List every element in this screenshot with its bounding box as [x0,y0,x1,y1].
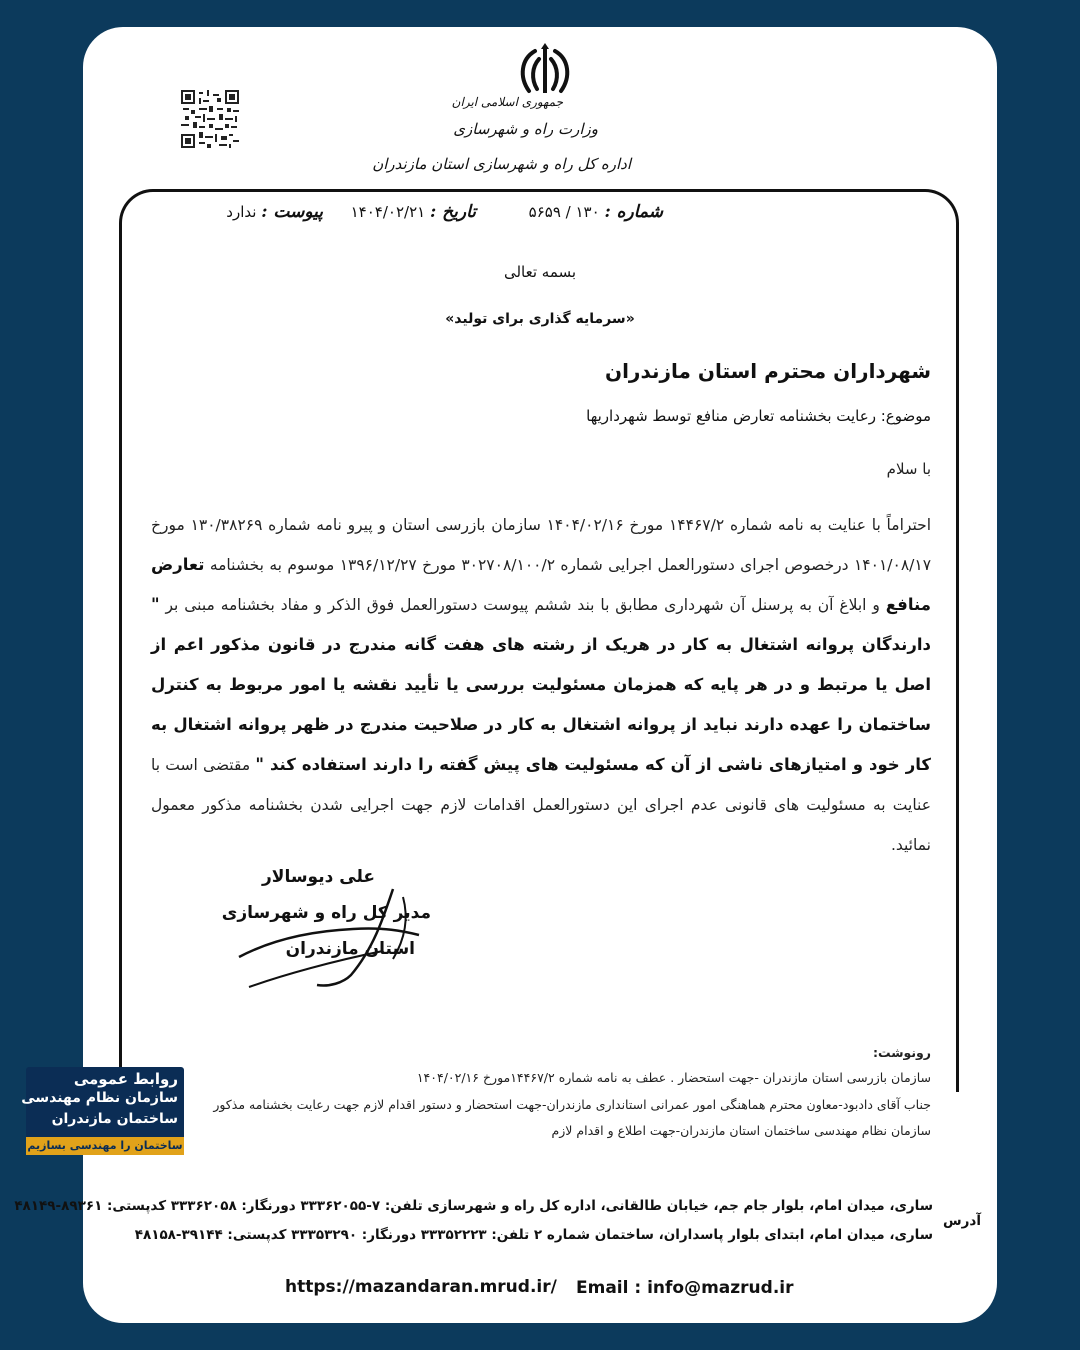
letterhead-country: جمهوری اسلامی ایران [451,95,563,109]
signer-name: علی دیوسالار [262,867,375,887]
letter-body [151,505,931,865]
engineering-org-badge [21,1067,184,1155]
cc-line-3: سازمان نظام مهندسی ساختمان استان مازندران-جهت اطلاع و اقدام لازم [551,1123,931,1138]
cc-line-1: سازمان بازرسی استان مازندران -جهت استحضار . عطف به نامه شماره ۱۴۴۶۷/۲مورخ ۱۴۰۴/۰۲/۱۶ [416,1070,931,1085]
letterhead-department: اداره کل راه و شهرسازی استان مازندران [372,155,631,173]
letter-date [331,202,476,222]
letter-number-label: شماره : [604,202,663,222]
iran-emblem-icon [515,41,575,101]
greeting: با سلام [886,460,931,478]
letter-attachment-label: پیوست : [261,202,323,222]
signer-title: مدیر کل راه و شهرسازی [221,903,431,923]
body-part-1: احتراماً با عنایت به نامه شماره ۱۴۴۶۷/۲ مورخ ۱۴۰۴/۰۲/۱۶ سازمان بازرسی استان و پیرو نامه شماره ۱۳۰/۳۸۲۶۹ مورخ ۱۴۰۱/۰۸/۱۷ درخصوص اجرای دستورالعمل اجرایی شماره ۳۰۲۷۰۸/۱۰۰/۲ مورخ ۱۳۹۶/۱۲/۲۷ موسوم به بخشنامه [151,516,932,574]
letter-sheet [14,27,997,1323]
letter-date-value: ۱۴۰۴/۰۲/۲۱ [350,203,426,221]
cc-heading: رونوشت: [872,1045,931,1060]
badge-org-province: ساختمان مازندران [51,1111,178,1127]
badge-public-relations: روابط عمومی [73,1070,178,1088]
body-quoted-clause: " دارندگان پروانه اشتغال به کار در هریک از رشته های هفت گانه مندرج در قانون مذکور اعم از اصل یا مرتبط و در هر پایه که همزمان مسئولیت بررسی یا تأیید نقشه یا امور مربوط به کنترل ساختمان را عهده دارند نباید از پروانه اشتغال به کار در صلاحیت مندرج در ظهر پروانه اشتغال به کار خود و امتیازهای ناشی از آن که مسئولیت های پیش گفته را دارند استفاده کند " [151,595,932,774]
body-part-3: مقتضی است با عنایت به مسئولیت های قانونی عدم اجرای این دستورالعمل اقدامات لازم جهت اجرایی شدن بخشنامه مذکور معمول نمائید. [151,756,931,854]
footer-address-2: ساری، میدان امام، ابتدای بلوار پاسداران، ساختمان شماره ۲ تلفن: ۳۳۳۵۲۲۲۳ دورنگار: ۳۳۳۵۳۲۹۰ کدپستی: ۳۹۱۴۴-۴۸۱۵۸ [134,1227,933,1243]
footer-address-label: آدرس [943,1213,981,1229]
bismillah: بسمه تعالی [503,263,577,281]
subject: موضوع: رعایت بخشنامه تعارض منافع توسط شهرداریها [586,407,931,425]
letter-attachment-value: ندارد [226,203,257,221]
slogan: «سرمایه گذاری برای تولید» [445,311,635,327]
letter-attachment [188,202,323,222]
website-link[interactable]: https://mazandaran.mrud.ir/ [285,1277,557,1297]
letterhead-ministry: وزارت راه و شهرسازی [453,120,598,138]
handwritten-signature [233,879,423,999]
cc-line-2: جناب آقای دادبود-معاون محترم هماهنگی امور عمرانی استانداری مازندران-جهت استحضار و دستور اقدام لازم جهت رعایت بخشنامه مذکور [213,1097,931,1112]
body-bold-term: تعارض منافع [151,555,931,614]
signer-province: استان مازندران [285,939,415,959]
footer-address-1: ساری، میدان امام، بلوار جام جم، خیابان طالقانی، اداره کل راه و شهرسازی تلفن: ۷-۳۳۳۶۲۰۵۵ دورنگار: ۳۳۳۶۲۰۵۸ کدپستی: ۸۹۳۶۱-۴۸۱۴۹ [14,1198,933,1214]
badge-slogan: ساختمان را مهندسی بسازیم [26,1137,184,1155]
letter-number-value: ۱۳۰ / ۵۶۵۹ [528,203,600,221]
recipient: شهرداران محترم استان مازندران [605,359,931,383]
letter-number [528,202,663,222]
letter-date-label: تاریخ : [429,202,476,222]
badge-org-name: سازمان نظام مهندسی [21,1090,178,1106]
body-part-2: و ابلاغ آن به پرسنل آن شهرداری مطابق با بند ششم پیوست دستورالعمل فوق الذکر و مفاد بخشنامه مبنی بر [165,596,880,614]
qr-code-icon [181,90,239,148]
email-link[interactable]: Email : info@mazrud.ir [576,1278,794,1298]
